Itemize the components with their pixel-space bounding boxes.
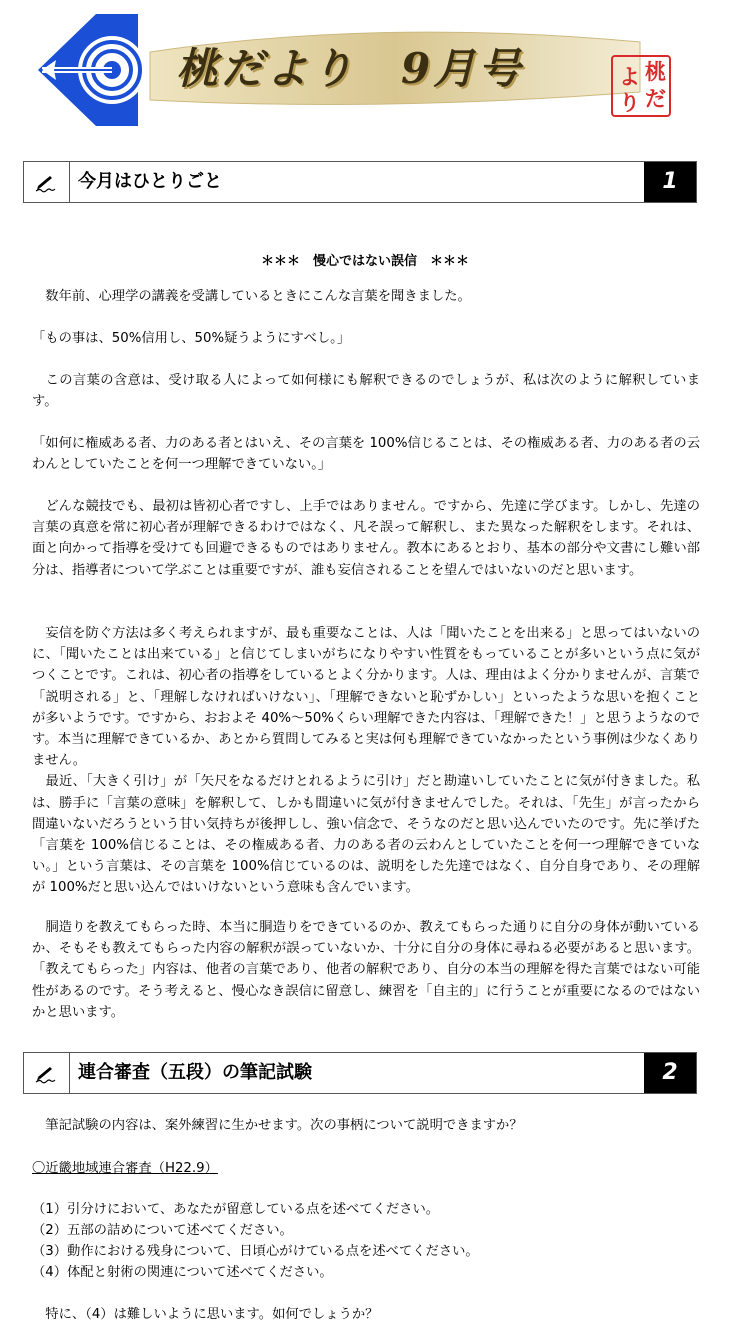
seal-char: だ [645, 86, 666, 111]
section-title: 連合審査（五段）の筆記試験 [78, 1062, 312, 1083]
section-number: 2 [644, 1053, 696, 1093]
seal-char: り [619, 90, 640, 115]
paragraph: どんな競技でも、最初は皆初心者ですし、上手ではありません。ですから、先達に学びます。しかし、先達の言葉の真意を常に初心者が理解できるわけではなく、凡そ誤って解釈し、また異なった解釈をします。それは、面と向かって指導を受けても回避できるものではありません。教本にあるとおり、基本の部分や文書にし難い部分は、指導者について学ぶことは重要ですが、誰も妄信されることを望んではいないのだと思います。 [32, 499, 700, 578]
paragraph: この言葉の含意は、受け取る人によって如何様にも解釈できるのでしょうが、私は次のように解釈しています。 [32, 373, 700, 410]
exam-label: 〇近畿地域連合審査（H22.9） [32, 1161, 218, 1176]
section-title: 今月はひとりごと [78, 171, 222, 192]
seal-char: 桃 [645, 59, 666, 84]
masthead [0, 0, 730, 130]
article-heading: ＊＊＊ 慢心ではない誤信 ＊＊＊ [260, 254, 469, 269]
section-number: 1 [644, 162, 696, 202]
target-arrow-icon [38, 14, 146, 126]
paragraph: 特に、（4）は難しいように思います。如何でしょうか？ [32, 1307, 379, 1322]
question-item: （4）体配と射術の関連について述べてください。 [32, 1265, 333, 1280]
pen-writing-icon [24, 162, 70, 202]
quote-paragraph: 「如何に権威ある者、力のある者とはいえ、その言葉を 100%信じることは、その権威ある者、力のある者の云わんとしていたことを何一つ理解できていない。」 [32, 436, 700, 473]
section-header-1 [23, 161, 697, 203]
pen-writing-icon [24, 1053, 70, 1093]
paragraph: 数年前、心理学の講義を受講しているときにこんな言葉を聞きました。 [32, 289, 471, 304]
section-icon-cell [24, 1053, 70, 1093]
section-header-2 [23, 1052, 697, 1094]
newsletter-title: 桃だより 9月号 [176, 44, 524, 93]
question-item: （1）引分けにおいて、あなたが留意している点を述べてください。 [32, 1202, 440, 1217]
paragraph: 妄信を防ぐ方法は多く考えられますが、最も重要なことは、人は「聞いたことを出来る」と思ってはいないのに、「聞いたことは出来ている」と信じてしまいがちになりやすい性質をもっていることが多いという点に気がつくことです。これは、初心者の指導をしているとよく分かります。人は、理由はよく分かりませんが、言葉で「説明される」と、「理解しなければいけない」、「理解できないと恥ずかしい」といったような思いを抱くことが多いようです。ですから、おおよそ 40%～50%くらい理解できた内容は、「理解できた！」と思うようなのです。本当に理解できているか、あとから質問してみると実は何も理解できていなかったという事例は少なくありません。 最近、「大きく引け」が「矢尺をなるだけとれるように引け」だと勘違いしていたことに気が付きました。私は、勝手に「言葉の意味」を解釈して、しかも間違いに気が付きませんでした。それは、「先生」が言ったから間違いないだろうという甘い気持ちが後押しし、強い信念で、そうなのだと思い込んでいたのです。先に挙げた「言葉を 100%信じることは、その権威ある者、力のある者の云わんとしていたことを何一つ理解できていない。」という言葉は、その言葉を 100%信じているのは、説明をした先達ではなく、自分自身であり、その理解が 100%だと思い込んではいけないという意味も含んでいます。 [32, 626, 700, 896]
question-item: （3）動作における残身について、日頃心がけている点を述べてください。 [32, 1244, 479, 1259]
seal-char: よ [619, 64, 640, 89]
paragraph: 胴造りを教えてもらった時、本当に胴造りをできているのか、教えてもらった通りに自分の身体が動いているか、そもそも教えてもらった内容の解釈が誤っていないか、十分に自分の身体に尋ねる必要があると思います。「教えてもらった」内容は、他者の言葉であり、他者の解釈であり、自分の本当の理解を得た言葉ではない可能性があるのです。そう考えると、慢心なき誤信に留意し、練習を「自主的」に行うことが重要になるのではないかと思います。 [32, 920, 700, 1020]
quote-paragraph: 「もの事は、50%信用し、50%疑うようにすべし。」 [32, 331, 351, 346]
paragraph: 筆記試験の内容は、案外練習に生かせます。次の事柄について説明できますか？ [32, 1118, 523, 1133]
seal-stamp [611, 55, 671, 117]
question-item: （2）五部の詰めについて述べてください。 [32, 1223, 293, 1238]
section-icon-cell [24, 162, 70, 202]
